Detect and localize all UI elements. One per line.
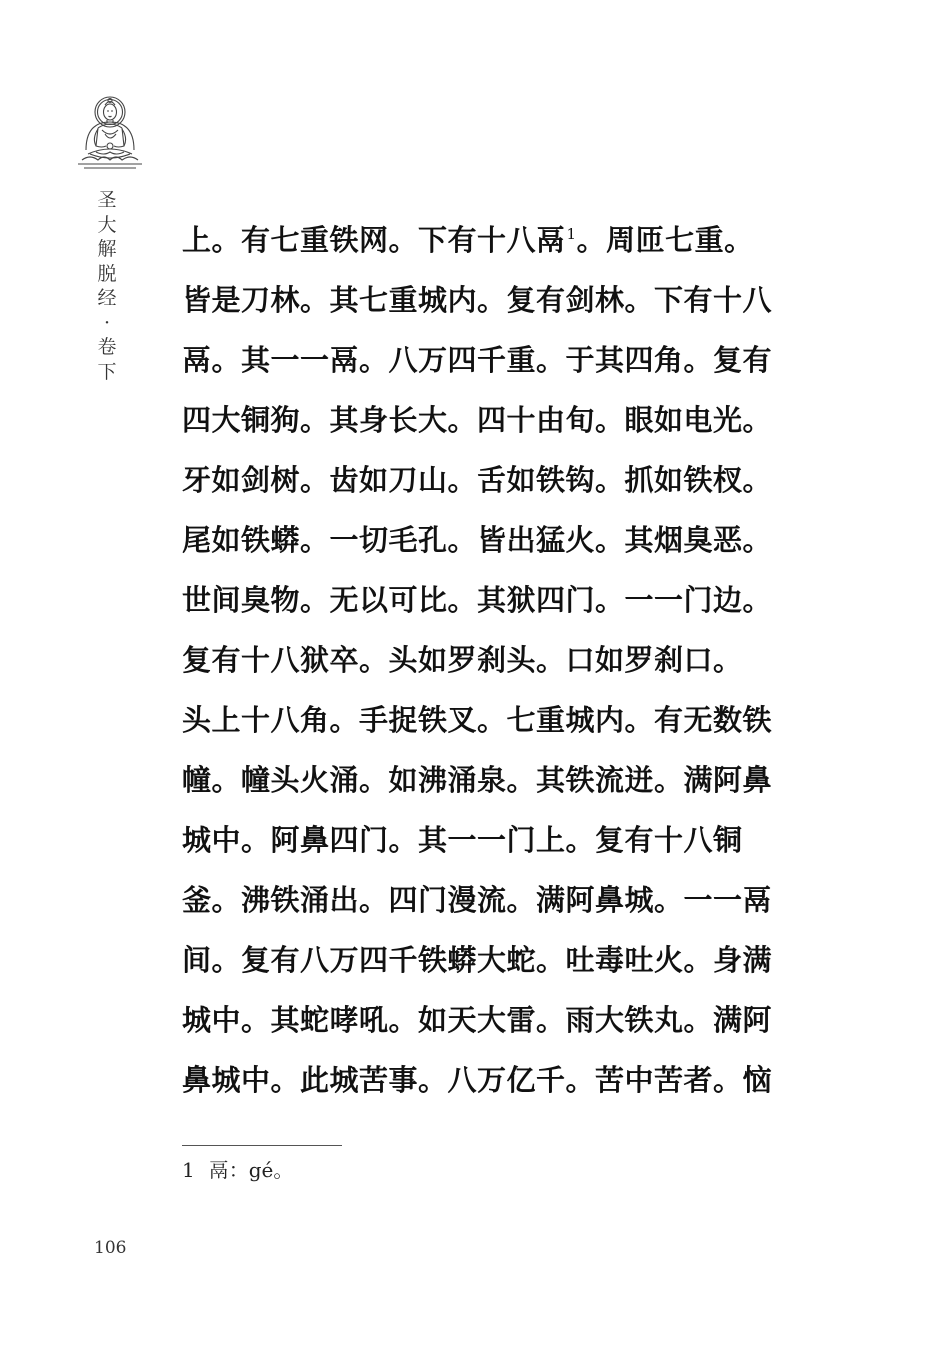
text-line: 世间臭物。无以可比。其狱四门。一一门边。 bbox=[182, 583, 773, 617]
text-line: 头上十八角。手捉铁叉。七重城内。有无数铁 bbox=[182, 703, 773, 737]
running-head-char: 下 bbox=[97, 360, 117, 383]
running-head-char: 大 bbox=[97, 213, 117, 236]
running-head-char: 圣 bbox=[97, 189, 117, 211]
text-line-content: 。周匝七重。 bbox=[576, 223, 754, 257]
body-text bbox=[182, 210, 782, 1110]
text-line: 鼻城中。此城苦事。八万亿千。苦中苦者。恼 bbox=[182, 1063, 773, 1097]
running-head-char: 经 bbox=[97, 287, 117, 309]
page-number: 106 bbox=[94, 1238, 127, 1258]
footnote bbox=[182, 1157, 293, 1183]
running-head-char: · bbox=[103, 311, 111, 334]
running-head-char: 解 bbox=[97, 238, 117, 260]
text-line: 城中。其蛇哮吼。如天大雷。雨大铁丸。满阿 bbox=[182, 1003, 773, 1037]
text-line: 釜。沸铁涌出。四门漫流。满阿鼻城。一一鬲 bbox=[182, 883, 773, 917]
text-line: 四大铜狗。其身长大。四十由旬。眼如电光。 bbox=[182, 403, 773, 437]
text-line: 尾如铁蟒。一切毛孔。皆出猛火。其烟臭恶。 bbox=[182, 523, 773, 557]
text-line: 牙如剑树。齿如刀山。舌如铁钩。抓如铁杈。 bbox=[182, 463, 773, 497]
running-head-char: 卷 bbox=[97, 336, 117, 358]
text-line bbox=[182, 210, 782, 270]
text-line: 皆是刀林。其七重城内。复有剑林。下有十八 bbox=[182, 283, 773, 317]
text-line: 鬲。其一一鬲。八万四千重。于其四角。复有 bbox=[182, 343, 773, 377]
text-line: 间。复有八万四千铁蟒大蛇。吐毒吐火。身满 bbox=[182, 943, 773, 977]
text-line: 幢。幢头火涌。如沸涌泉。其铁流迸。满阿鼻 bbox=[182, 763, 773, 797]
footnote-text: 鬲：gé。 bbox=[208, 1158, 294, 1182]
text-line: 复有十八狱卒。头如罗刹头。口如罗刹口。 bbox=[182, 643, 743, 677]
running-head-char: 脱 bbox=[97, 262, 117, 285]
seated-buddha-icon bbox=[72, 88, 148, 170]
running-head bbox=[94, 188, 120, 384]
footnote-number: 1 bbox=[182, 1158, 195, 1182]
text-line-content: 上。有七重铁网。下有十八鬲 bbox=[182, 223, 566, 257]
footnote-divider bbox=[182, 1145, 342, 1146]
footnote-reference[interactable]: 1 bbox=[566, 225, 577, 243]
text-line: 城中。阿鼻四门。其一一门上。复有十八铜 bbox=[182, 823, 743, 857]
